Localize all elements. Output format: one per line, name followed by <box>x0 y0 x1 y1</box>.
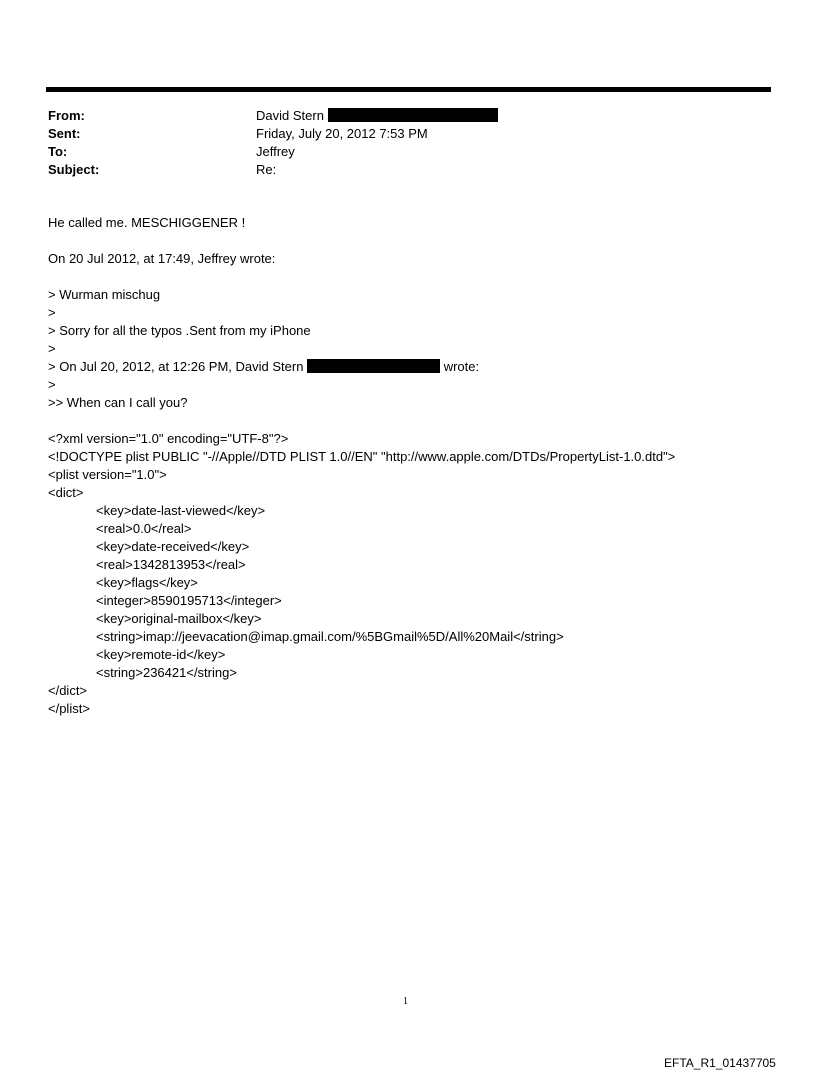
body-line: On 20 Jul 2012, at 17:49, Jeffrey wrote: <box>48 251 276 266</box>
plist-line: <!DOCTYPE plist PUBLIC "-//Apple//DTD PLIST 1.0//EN" "http://www.apple.com/DTDs/PropertyList-1.0.dtd"> <box>48 449 676 464</box>
to-value: Jeffrey <box>256 144 295 159</box>
plist-line: <plist version="1.0"> <box>48 467 167 482</box>
quoted-line: >> When can I call you? <box>48 395 188 410</box>
plist-line: <key>flags</key> <box>96 575 198 590</box>
to-label: To: <box>48 144 68 159</box>
plist-line: <real>0.0</real> <box>96 521 192 536</box>
quoted-suffix: wrote: <box>440 359 480 374</box>
header-rule <box>46 87 771 92</box>
body-line: He called me. MESCHIGGENER ! <box>48 215 246 230</box>
plist-line: <key>remote-id</key> <box>96 647 226 662</box>
quoted-line: > <box>48 377 56 392</box>
email-body <box>48 214 675 718</box>
plist-line: </dict> <box>48 683 88 698</box>
plist-line: </plist> <box>48 701 90 716</box>
from-label: From: <box>48 108 85 123</box>
redaction-box <box>307 359 440 373</box>
plist-line: <dict> <box>48 485 84 500</box>
plist-line: <key>original-mailbox</key> <box>96 611 262 626</box>
plist-line: <string>236421</string> <box>96 665 237 680</box>
page-number: 1 <box>403 996 408 1007</box>
subject-label: Subject: <box>48 162 100 177</box>
quoted-line: > Wurman mischug <box>48 287 161 302</box>
plist-line: <key>date-last-viewed</key> <box>96 503 266 518</box>
quoted-prefix: > On Jul 20, 2012, at 12:26 PM, David Stern <box>48 359 304 374</box>
plist-line: <?xml version="1.0" encoding="UTF-8"?> <box>48 431 289 446</box>
plist-line: <key>date-received</key> <box>96 539 250 554</box>
redaction-box <box>328 108 498 122</box>
from-name: David Stern <box>256 108 324 123</box>
document-id-footer: EFTA_R1_01437705 <box>664 1056 776 1070</box>
sent-value: Friday, July 20, 2012 7:53 PM <box>256 126 428 141</box>
quoted-line: > <box>48 341 56 356</box>
from-value <box>256 107 498 125</box>
plist-line: <string>imap://jeevacation@imap.gmail.com/%5BGmail%5D/All%20Mail</string> <box>96 629 564 644</box>
plist-line: <integer>8590195713</integer> <box>96 593 282 608</box>
quoted-line <box>48 358 675 376</box>
subject-value: Re: <box>256 162 277 177</box>
quoted-line: > Sorry for all the typos .Sent from my iPhone <box>48 323 311 338</box>
sent-label: Sent: <box>48 126 81 141</box>
quoted-line: > <box>48 305 56 320</box>
plist-line: <real>1342813953</real> <box>96 557 246 572</box>
